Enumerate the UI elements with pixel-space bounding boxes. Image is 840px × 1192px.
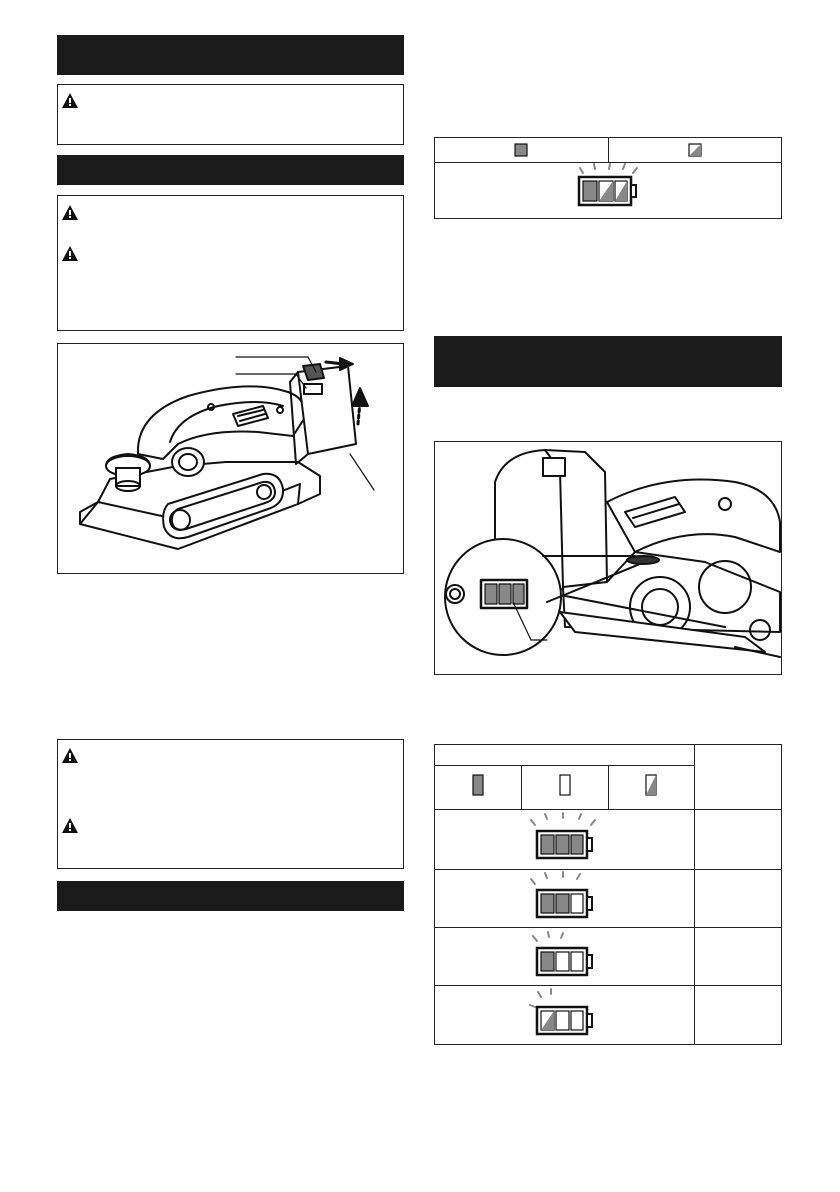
- lamp-on-column: [435, 766, 522, 810]
- planer-battery-indicator-illustration: [435, 442, 781, 674]
- warning-triangle-icon: [62, 748, 78, 763]
- lamp-blinking-column: [608, 766, 695, 810]
- battery-blinking-icon: [573, 163, 643, 213]
- lamp-blinking-icon: [688, 143, 702, 157]
- capacity-header: [695, 745, 782, 810]
- lamp-blinking-icon: [645, 774, 657, 796]
- warning-box-1: [57, 84, 404, 145]
- capacity-value-3: [695, 928, 782, 986]
- battery-blinking-one-icon: [527, 987, 603, 1039]
- section-header-bar-2: [57, 155, 404, 185]
- warning-box-2: [57, 195, 404, 331]
- lamp-on-icon: [514, 143, 528, 157]
- figure-battery-indicator: [434, 441, 782, 675]
- capacity-value-1: [695, 810, 782, 870]
- lamp-off-column: [521, 766, 608, 810]
- battery-lamp-table: [434, 137, 782, 219]
- section-header-bar-right: [434, 336, 782, 387]
- battery-lamp-row: [435, 163, 782, 219]
- capacity-value-2: [695, 870, 782, 928]
- battery-two-on-icon: [527, 870, 603, 922]
- lamp-on-header: [435, 138, 609, 163]
- capacity-value-4: [695, 986, 782, 1045]
- lamp-header: [435, 745, 695, 766]
- lamp-off-icon: [559, 774, 571, 796]
- warning-box-3: [57, 739, 404, 869]
- capacity-row-4: [435, 986, 695, 1045]
- capacity-row-3: [435, 928, 695, 986]
- warning-triangle-icon: [62, 205, 78, 220]
- warning-triangle-icon: [62, 246, 78, 261]
- lamp-on-icon: [472, 774, 484, 796]
- planer-battery-removal-illustration: [58, 344, 403, 573]
- section-header-bar-1: [57, 35, 404, 75]
- lamp-blink-header: [608, 138, 782, 163]
- battery-one-on-icon: [527, 928, 603, 980]
- warning-triangle-icon: [62, 93, 78, 108]
- section-header-bar-3: [57, 881, 404, 911]
- figure-battery-removal: [57, 343, 404, 574]
- remaining-capacity-table: [434, 744, 782, 1045]
- capacity-row-1: [435, 810, 695, 870]
- capacity-row-2: [435, 870, 695, 928]
- warning-triangle-icon: [62, 818, 78, 833]
- battery-three-on-icon: [527, 811, 603, 863]
